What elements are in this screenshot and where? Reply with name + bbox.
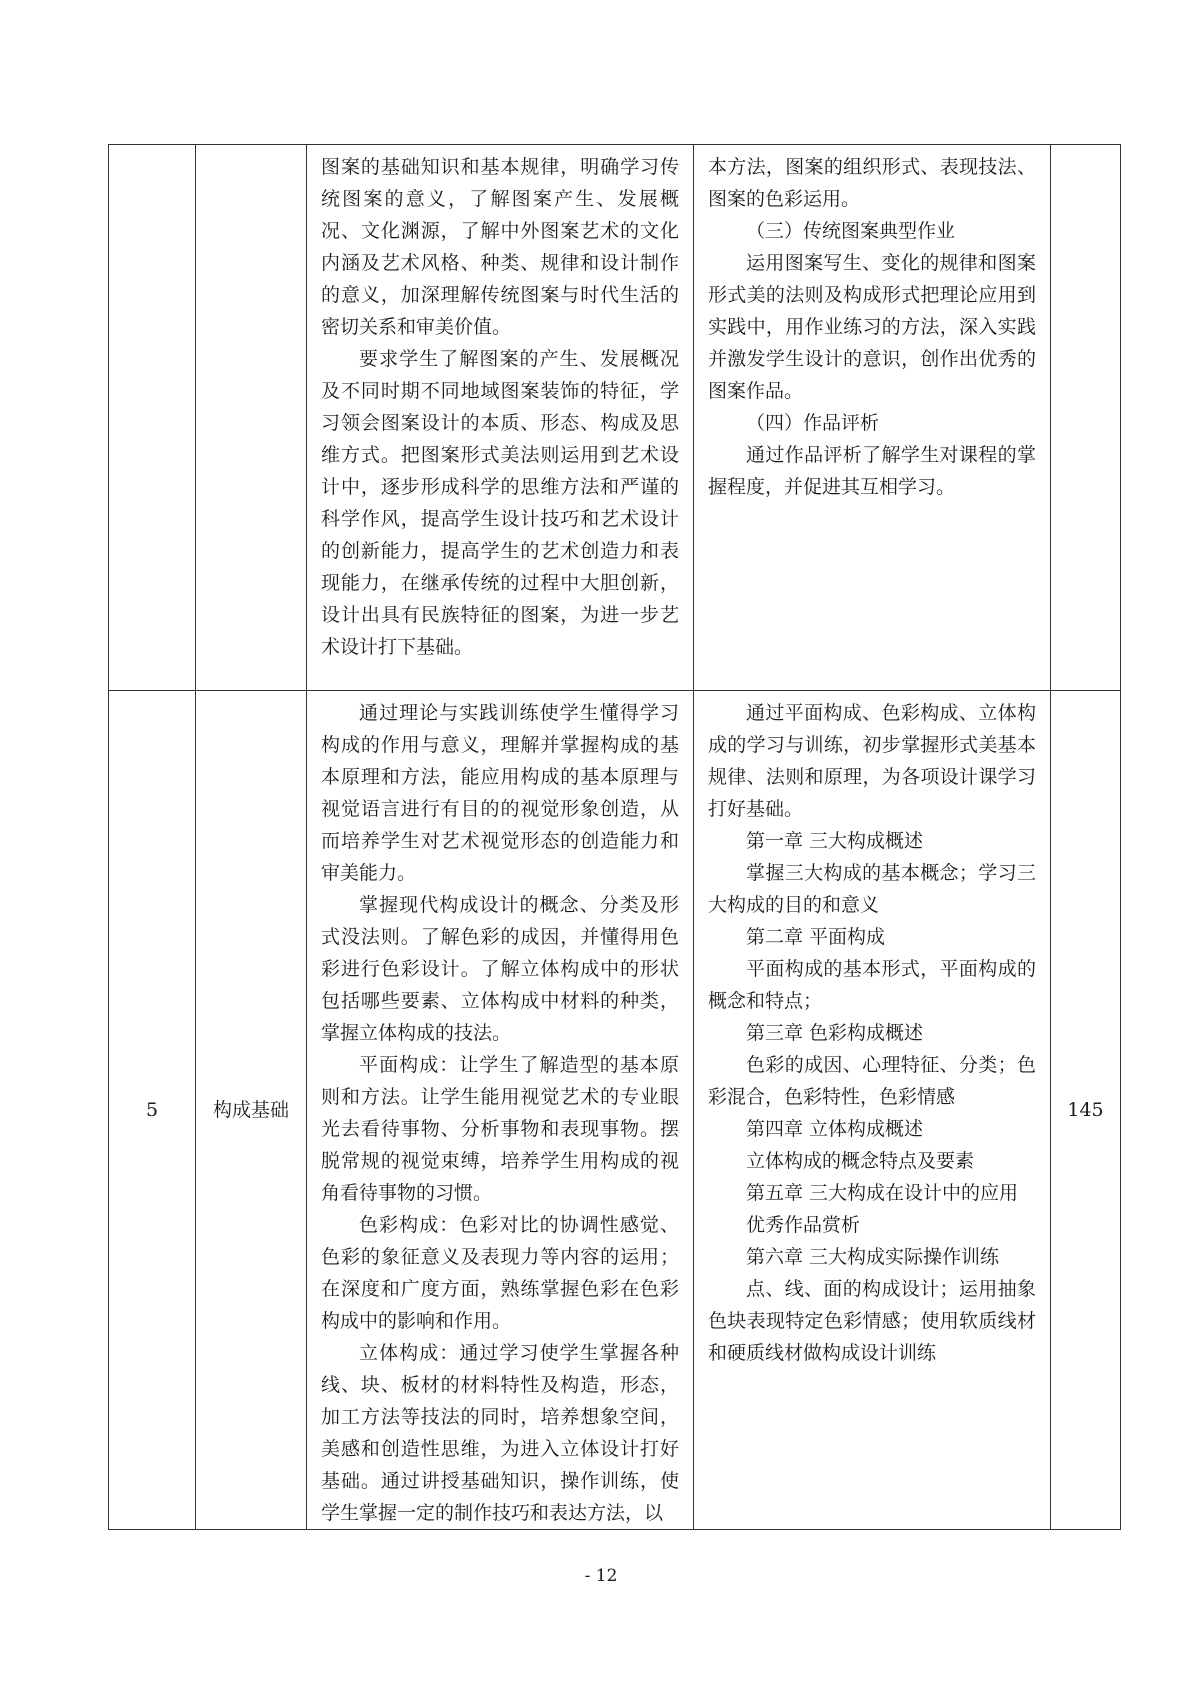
chapter-heading: 第四章 立体构成概述 <box>746 1118 924 1140</box>
content-heading: （四）作品评析 <box>746 412 880 434</box>
course-table <box>108 144 1121 1530</box>
table-row-5 <box>109 691 1121 1530</box>
goal-paragraph: 掌握现代构成设计的概念、分类及形式没法则。了解色彩的成因，并懂得用色彩进行色彩设计。了解立体构成中的形状包括哪些要素、立体构成中材料的种类，掌握立体构成的技法。 <box>321 894 679 1044</box>
number-cell <box>109 145 196 691</box>
content-cell <box>694 145 1051 691</box>
goal-paragraph: 图案的基础知识和基本规律，明确学习传统图案的意义，了解图案产生、发展概况、文化渊源，了解中外图案艺术的文化内涵及艺术风格、种类、规律和设计制作的意义，加深理解传统图案与时代生活的密切关系和审美价值。 <box>321 156 679 338</box>
course-name-cell: 构成基础 <box>196 691 307 1530</box>
content-paragraph: 点、线、面的构成设计；运用抽象色块表现特定色彩情感；使用软质线材和硬质线材做构成设计训练 <box>708 1278 1036 1364</box>
content-paragraph: 掌握三大构成的基本概念；学习三大构成的目的和意义 <box>708 862 1036 916</box>
content-paragraph: 优秀作品赏析 <box>746 1214 861 1236</box>
goal-cell <box>307 691 694 1530</box>
content-cell <box>694 691 1051 1530</box>
content-paragraph: 运用图案写生、变化的规律和图案形式美的法则及构成形式把理论应用到实践中，用作业练习的方法，深入实践并激发学生设计的意识，创作出优秀的图案作品。 <box>708 252 1036 402</box>
goal-paragraph: 色彩构成：色彩对比的协调性感觉、色彩的象征意义及表现力等内容的运用；在深度和广度方面，熟练掌握色彩在色彩构成中的影响和作用。 <box>321 1214 679 1332</box>
chapter-heading: 第三章 色彩构成概述 <box>746 1022 924 1044</box>
chapter-heading: 第一章 三大构成概述 <box>746 830 924 852</box>
hours-cell: 145 <box>1051 691 1121 1530</box>
content-paragraph: 通过平面构成、色彩构成、立体构成的学习与训练，初步掌握形式美基本规律、法则和原理，为各项设计课学习打好基础。 <box>708 702 1036 820</box>
table-row-continued <box>109 145 1121 691</box>
goal-cell <box>307 145 694 691</box>
content-heading: （三）传统图案典型作业 <box>746 220 956 242</box>
goal-paragraph: 平面构成：让学生了解造型的基本原则和方法。让学生能用视觉艺术的专业眼光去看待事物、分析事物和表现事物。摆脱常规的视觉束缚，培养学生用构成的视角看待事物的习惯。 <box>321 1054 679 1204</box>
goal-paragraph: 要求学生了解图案的产生、发展概况及不同时期不同地域图案装饰的特征，学习领会图案设计的本质、形态、构成及思维方式。把图案形式美法则运用到艺术设计中，逐步形成科学的思维方法和严谨的科学作风，提高学生设计技巧和艺术设计的创新能力，提高学生的艺术创造力和表现能力，在继承传统的过程中大胆创新，设计出具有民族特征的图案，为进一步艺术设计打下基础。 <box>321 348 679 658</box>
goal-paragraph: 立体构成：通过学习使学生掌握各种线、块、板材的材料特性及构造，形态，加工方法等技法的同时，培养想象空间，美感和创造性思维，为进入立体设计打好基础。通过讲授基础知识，操作训练，使学生掌握一定的制作技巧和表达方法，以 <box>321 1342 679 1524</box>
chapter-heading: 第五章 三大构成在设计中的应用 <box>746 1182 1019 1204</box>
chapter-heading: 第二章 平面构成 <box>746 926 886 948</box>
content-paragraph: 通过作品评析了解学生对课程的掌握程度，并促进其互相学习。 <box>708 444 1036 498</box>
page-number: - 12 <box>584 1566 618 1586</box>
hours-cell <box>1051 145 1121 691</box>
content-paragraph: 平面构成的基本形式，平面构成的概念和特点； <box>708 958 1036 1012</box>
course-name-cell <box>196 145 307 691</box>
number-cell: 5 <box>109 691 196 1530</box>
goal-paragraph: 通过理论与实践训练使学生懂得学习构成的作用与意义，理解并掌握构成的基本原理和方法，能应用构成的基本原理与视觉语言进行有目的的视觉形象创造，从而培养学生对艺术视觉形态的创造能力和审美能力。 <box>321 702 679 884</box>
content-paragraph: 本方法，图案的组织形式、表现技法、图案的色彩运用。 <box>708 156 1036 210</box>
chapter-heading: 第六章 三大构成实际操作训练 <box>746 1246 1000 1268</box>
content-paragraph: 立体构成的概念特点及要素 <box>746 1150 975 1172</box>
content-paragraph: 色彩的成因、心理特征、分类；色彩混合，色彩特性，色彩情感 <box>708 1054 1036 1108</box>
